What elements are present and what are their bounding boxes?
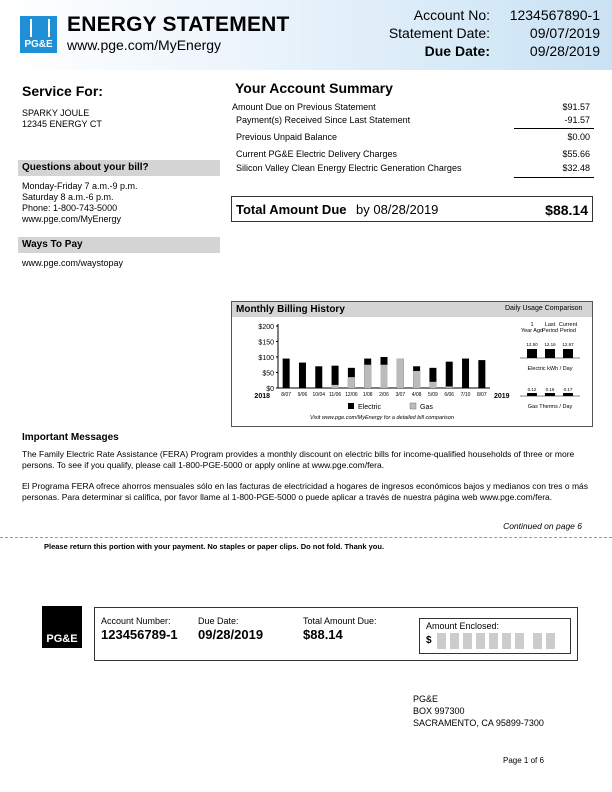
legend-electric-label: Electric (358, 404, 381, 411)
gas-bar (429, 382, 436, 388)
account-no-label: Account No: (413, 7, 490, 23)
y-tick-label: $50 (262, 370, 274, 378)
summary-value: $55.66 (562, 149, 590, 159)
x-tick-label: 11/06 (328, 392, 342, 398)
ways-to-pay-heading: Ways To Pay (18, 237, 220, 253)
slip-pge-logo: PG&E (42, 606, 82, 648)
hours-saturday: Saturday 8 a.m.-6 p.m. (22, 192, 114, 202)
digit-box[interactable] (450, 633, 459, 649)
gas-usage-value: 0.16 (545, 387, 555, 392)
digit-box[interactable] (546, 633, 555, 649)
digit-box[interactable] (533, 633, 542, 649)
pge-logo: PG&E (20, 16, 57, 53)
digit-box[interactable] (515, 633, 524, 649)
service-for-heading: Service For: (22, 83, 103, 99)
total-label: Total Amount Due (236, 202, 347, 217)
gas-usage-bar (527, 393, 537, 396)
x-tick-label: 7/10 (460, 392, 471, 398)
billing-chart (232, 318, 592, 426)
slip-total-label: Total Amount Due: (303, 616, 377, 626)
total-amount-due-box (231, 196, 593, 222)
continued-note: Continued on page 6 (503, 521, 582, 531)
gas-usage-value: 0.17 (563, 387, 573, 392)
legend-gas-swatch (410, 403, 416, 409)
questions-url[interactable]: www.pge.com/MyEnergy (22, 214, 122, 224)
usage-col-label: Year Ago (520, 328, 544, 334)
customer-address: 12345 ENERGY CT (22, 119, 102, 129)
hours-weekday: Monday-Friday 7 a.m.-9 p.m. (22, 181, 138, 191)
x-tick-label: 8/07 (281, 392, 292, 398)
x-tick-label: 10/04 (312, 392, 326, 398)
electric-bar (315, 366, 322, 388)
chart-title: Monthly Billing History (236, 304, 345, 315)
slip-account-number: 123456789-1 (101, 627, 178, 642)
chart-footnote: Visit www.pge.com/MyEnergy for a detailed bill comparison (310, 415, 454, 421)
electric-bar (462, 359, 469, 388)
usage-col-label: 1 (530, 322, 534, 328)
x-tick-label: 4/08 (411, 392, 422, 398)
electric-bar (299, 363, 306, 388)
remit-city: SACRAMENTO, CA 95899-7300 (413, 718, 544, 728)
electric-usage-label: Electric kWh / Day (527, 366, 573, 372)
gas-bar (446, 386, 453, 388)
electric-usage-value: 12.67 (562, 342, 574, 347)
statement-url[interactable]: www.pge.com/MyEnergy (67, 37, 222, 53)
electric-usage-value: 12.50 (526, 342, 538, 347)
digit-box[interactable] (463, 633, 472, 649)
tear-line (0, 537, 612, 538)
y-tick-label: $0 (266, 386, 274, 393)
electric-bar (283, 359, 290, 388)
messages-heading: Important Messages (22, 432, 119, 443)
summary-label: Previous Unpaid Balance (236, 132, 338, 142)
account-no-value: 1234567890-1 (509, 7, 600, 23)
summary-label: Amount Due on Previous Statement (232, 102, 376, 112)
dollar-sign: $ (426, 635, 432, 646)
amount-enclosed-label: Amount Enclosed: (426, 621, 500, 631)
x-tick-label: 9/06 (297, 392, 308, 398)
slip-notice: Please return this portion with your payment. No staples or paper clips. Do not fold. Thank you. (44, 542, 385, 551)
gas-bar (397, 359, 404, 388)
gas-usage-value: 0.12 (527, 387, 537, 392)
end-year-label: 2019 (494, 393, 510, 400)
summary-value: -91.57 (564, 115, 590, 125)
digit-box[interactable] (489, 633, 498, 649)
legend-gas-label: Gas (420, 404, 433, 411)
usage-col-label: Period (560, 328, 576, 334)
slip-total-due: $88.14 (303, 627, 343, 642)
questions-heading: Questions about your bill? (18, 160, 220, 176)
summary-row (236, 115, 592, 127)
ways-to-pay-url[interactable]: www.pge.com/waystopay (22, 258, 124, 268)
gas-usage-label: Gas Therms / Day (527, 404, 573, 410)
electric-bar (478, 360, 485, 388)
slip-due-date: 09/28/2019 (198, 627, 264, 642)
total-rule (514, 177, 594, 178)
x-tick-label: 6/06 (444, 392, 455, 398)
start-year-label: 2018 (254, 393, 270, 400)
summary-value: $91.57 (562, 102, 590, 112)
usage-col-label: Period (542, 328, 558, 334)
y-tick-label: $100 (258, 355, 274, 362)
fera-message-es: El Programa FERA ofrece ahorros mensuales sólo en las facturas de electricidad a hogares de ingresos económicos bajos y medianos con tres o más personas. Para determinar si califica, por favor llame al 1-800-PGE-5000 o puede aplicar a través de nuestra página web www.pge.com/fera. (22, 481, 589, 502)
remit-box: BOX 997300 (413, 706, 465, 716)
electric-usage-bar (527, 349, 537, 358)
remit-address (413, 693, 544, 729)
remit-name: PG&E (413, 694, 439, 704)
summary-row (236, 163, 592, 175)
digit-box[interactable] (502, 633, 511, 649)
digit-box[interactable] (476, 633, 485, 649)
summary-value: $0.00 (567, 132, 590, 142)
gas-usage-bar (545, 393, 555, 396)
x-tick-label: 5/09 (428, 392, 438, 398)
customer-name: SPARKY JOULE (22, 108, 90, 118)
subtotal-rule (514, 128, 594, 129)
digit-box[interactable] (437, 633, 446, 649)
total-value: $88.14 (545, 202, 588, 218)
usage-col-label: Current (558, 322, 578, 328)
statement-title: ENERGY STATEMENT (67, 13, 290, 36)
gas-bar (364, 365, 371, 388)
usage-col-label: Last (544, 322, 556, 328)
due-date-label: Due Date: (424, 43, 490, 59)
total-by-date: by 08/28/2019 (356, 202, 439, 217)
summary-label: Silicon Valley Clean Energy Electric Generation Charges (236, 163, 462, 173)
x-tick-label: 3/07 (395, 392, 406, 398)
electric-bar (446, 362, 453, 388)
fera-message-en: The Family Electric Rate Assistance (FERA) Program provides a monthly discount on electric bills for income-qualified households of three or more persons. To see if you qualify, please call 1-800-PGE-5000 or apply online at www.pge.com/fera. (22, 449, 575, 470)
page-number: Page 1 of 6 (503, 756, 544, 765)
summary-row (236, 149, 592, 161)
electric-bar (332, 366, 339, 388)
summary-row (232, 102, 592, 114)
account-summary-heading: Your Account Summary (235, 80, 393, 96)
y-tick-label: $200 (258, 324, 274, 331)
gas-usage-bar (563, 393, 573, 396)
x-tick-label: 1/08 (362, 392, 373, 398)
slip-account-label: Account Number: (101, 616, 171, 626)
x-tick-label: 12/06 (345, 392, 358, 398)
statement-date-label: Statement Date: (388, 25, 490, 41)
x-tick-label: 2/06 (379, 392, 389, 398)
y-tick-label: $150 (258, 339, 274, 347)
summary-row (236, 132, 592, 144)
summary-label: Payment(s) Received Since Last Statement (236, 115, 411, 125)
legend-electric-swatch (348, 403, 354, 409)
slip-due-label: Due Date: (198, 616, 239, 626)
gas-bar (348, 377, 355, 388)
statement-date-value: 09/07/2019 (529, 25, 600, 41)
phone-number: Phone: 1-800-743-5000 (22, 203, 118, 213)
summary-value: $32.48 (562, 163, 590, 173)
due-date-value: 09/28/2019 (529, 43, 600, 59)
electric-usage-bar (563, 349, 573, 358)
x-tick-label: 8/07 (476, 392, 487, 398)
daily-usage-title: Daily Usage Comparison (505, 305, 583, 312)
gas-bar (413, 371, 420, 388)
amount-enclosed-field[interactable] (419, 618, 571, 654)
gas-bar (332, 385, 339, 388)
electric-usage-bar (545, 349, 555, 358)
gas-bar (381, 365, 388, 388)
electric-usage-value: 12.16 (544, 342, 556, 347)
summary-label: Current PG&E Electric Delivery Charges (236, 149, 398, 159)
